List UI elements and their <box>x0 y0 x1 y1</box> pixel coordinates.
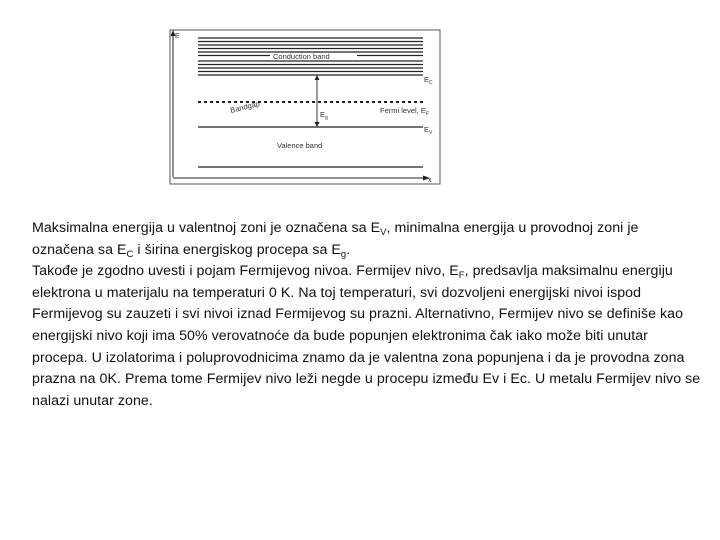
energy-axis-label: E <box>175 33 180 40</box>
ev-label: $E_V$ <box>424 125 433 136</box>
ec-label: $E_C$ <box>424 75 433 86</box>
conduction-band-label: Conduction band <box>273 52 330 61</box>
body-text <box>32 218 702 412</box>
position-axis-label: x <box>428 177 432 184</box>
eg-label: $E_g$ <box>320 110 328 121</box>
energy-band-diagram <box>165 27 445 187</box>
bandgap-arrow-top <box>315 75 320 80</box>
valence-band-label: Valence band <box>277 141 323 150</box>
paragraph-2: Takođe je zgodno uvesti i pojam Fermijevog nivoa. Fermijev nivo, $E_F$, predsavlja maksimalnu energiju elektrona u materijalu na temperaturi 0 K. Na toj temperaturi, svi dozvoljeni energijski nivoi ispod Fermijevog su zauzeti i svi nivoi iznad Fermijevog su prazni. Alternativno, Fermijev nivo se definiše kao energijski nivo koji ima 50% verovatnoće da bude popunjen elektronima čak iako može biti unutar procepa. U izolatorima i poluprovodnicima znamo da je valentna zona popunjena i da je provodna zona prazna na 0K. Prema tome Fermijev nivo leži negde u procepu između Ev i Ec. U metalu Fermijev nivo se nalazi unutar zone. <box>32 263 701 409</box>
bandgap-label: Bandgap <box>229 98 261 115</box>
paragraph-1: Maksimalna energija u valentnoj zoni je označena sa $E_V$, minimalna energija u provodnoj zoni je označena sa $E_C$ i širina energiskog procepa sa $E_g$. <box>32 220 639 260</box>
bandgap-arrow-bottom <box>315 122 320 127</box>
fermi-level-label: Fermi level, $E_F$ <box>380 106 429 117</box>
